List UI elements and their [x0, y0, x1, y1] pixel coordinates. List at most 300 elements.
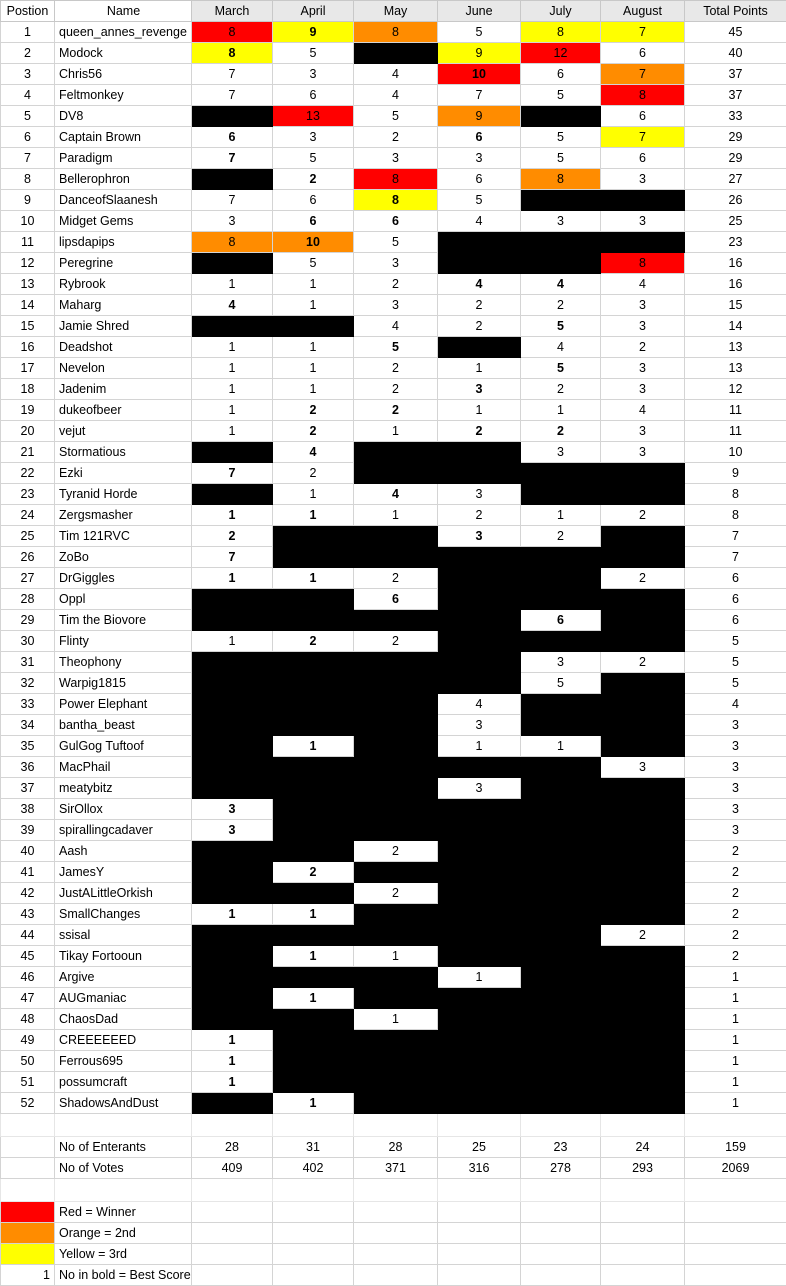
- score-cell[interactable]: 3: [192, 820, 273, 841]
- player-name-cell[interactable]: ZoBo: [55, 547, 192, 568]
- score-cell[interactable]: 3: [601, 316, 685, 337]
- score-cell[interactable]: [521, 631, 601, 652]
- score-cell[interactable]: 2: [273, 463, 354, 484]
- empty-cell[interactable]: [438, 1114, 521, 1137]
- score-cell[interactable]: 3: [521, 442, 601, 463]
- empty-cell[interactable]: [601, 1244, 685, 1265]
- score-cell[interactable]: [601, 715, 685, 736]
- score-cell[interactable]: 4: [354, 316, 438, 337]
- score-cell[interactable]: [521, 820, 601, 841]
- legend-winner-label[interactable]: Red = Winner: [55, 1202, 192, 1223]
- score-cell[interactable]: 1: [438, 400, 521, 421]
- score-cell[interactable]: 2: [354, 274, 438, 295]
- score-cell[interactable]: [273, 841, 354, 862]
- score-cell[interactable]: [273, 694, 354, 715]
- score-cell[interactable]: 9: [273, 22, 354, 43]
- empty-cell[interactable]: [1, 1179, 55, 1202]
- position-cell[interactable]: 42: [1, 883, 55, 904]
- empty-cell[interactable]: [273, 1202, 354, 1223]
- score-cell[interactable]: 1: [192, 1030, 273, 1051]
- position-cell[interactable]: 29: [1, 610, 55, 631]
- position-cell[interactable]: 24: [1, 505, 55, 526]
- score-cell[interactable]: [601, 610, 685, 631]
- score-cell[interactable]: 1: [192, 1072, 273, 1093]
- position-cell[interactable]: 7: [1, 148, 55, 169]
- score-cell[interactable]: [354, 652, 438, 673]
- score-cell[interactable]: [354, 820, 438, 841]
- score-cell[interactable]: 6: [354, 589, 438, 610]
- score-cell[interactable]: [521, 1093, 601, 1114]
- score-cell[interactable]: 1: [273, 1093, 354, 1114]
- player-name-cell[interactable]: Nevelon: [55, 358, 192, 379]
- player-name-cell[interactable]: Feltmonkey: [55, 85, 192, 106]
- score-cell[interactable]: 3: [273, 64, 354, 85]
- score-cell[interactable]: 1: [273, 337, 354, 358]
- score-cell[interactable]: 7: [192, 64, 273, 85]
- header-month-may[interactable]: May: [354, 1, 438, 22]
- score-cell[interactable]: [601, 1051, 685, 1072]
- position-cell[interactable]: 6: [1, 127, 55, 148]
- player-name-cell[interactable]: Jamie Shred: [55, 316, 192, 337]
- score-cell[interactable]: 3: [438, 379, 521, 400]
- score-cell[interactable]: 2: [438, 295, 521, 316]
- stats-value[interactable]: 23: [521, 1137, 601, 1158]
- score-cell[interactable]: 2: [601, 568, 685, 589]
- score-cell[interactable]: [438, 841, 521, 862]
- score-cell[interactable]: 7: [192, 547, 273, 568]
- score-cell[interactable]: 6: [438, 127, 521, 148]
- empty-cell[interactable]: [354, 1202, 438, 1223]
- score-cell[interactable]: [273, 589, 354, 610]
- score-cell[interactable]: 3: [438, 484, 521, 505]
- score-cell[interactable]: 5: [273, 43, 354, 64]
- position-cell[interactable]: 10: [1, 211, 55, 232]
- score-cell[interactable]: 3: [521, 652, 601, 673]
- score-cell[interactable]: [438, 589, 521, 610]
- stats-value[interactable]: 28: [192, 1137, 273, 1158]
- legend-color-swatch[interactable]: [1, 1223, 55, 1244]
- score-cell[interactable]: 5: [521, 127, 601, 148]
- score-cell[interactable]: [521, 988, 601, 1009]
- score-cell[interactable]: [521, 190, 601, 211]
- score-cell[interactable]: [438, 631, 521, 652]
- player-name-cell[interactable]: AUGmaniac: [55, 988, 192, 1009]
- score-cell[interactable]: 2: [521, 295, 601, 316]
- score-cell[interactable]: [438, 1009, 521, 1030]
- position-cell[interactable]: 12: [1, 253, 55, 274]
- score-cell[interactable]: [192, 841, 273, 862]
- position-cell[interactable]: 21: [1, 442, 55, 463]
- score-cell[interactable]: 4: [438, 694, 521, 715]
- empty-cell[interactable]: [1, 1114, 55, 1137]
- total-points-cell[interactable]: 3: [685, 820, 786, 841]
- score-cell[interactable]: 3: [438, 778, 521, 799]
- score-cell[interactable]: [601, 904, 685, 925]
- score-cell[interactable]: [601, 631, 685, 652]
- score-cell[interactable]: [438, 925, 521, 946]
- score-cell[interactable]: [601, 1093, 685, 1114]
- legend-third-label[interactable]: Yellow = 3rd: [55, 1244, 192, 1265]
- header-position[interactable]: Postion: [1, 1, 55, 22]
- score-cell[interactable]: 2: [273, 862, 354, 883]
- score-cell[interactable]: 4: [354, 64, 438, 85]
- score-cell[interactable]: [354, 610, 438, 631]
- score-cell[interactable]: [521, 904, 601, 925]
- score-cell[interactable]: [192, 967, 273, 988]
- score-cell[interactable]: [601, 232, 685, 253]
- score-cell[interactable]: 6: [192, 127, 273, 148]
- header-month-june[interactable]: June: [438, 1, 521, 22]
- score-cell[interactable]: 1: [192, 379, 273, 400]
- score-cell[interactable]: [438, 337, 521, 358]
- score-cell[interactable]: 1: [438, 967, 521, 988]
- score-cell[interactable]: 4: [192, 295, 273, 316]
- total-points-cell[interactable]: 2: [685, 904, 786, 925]
- score-cell[interactable]: 1: [192, 1051, 273, 1072]
- score-cell[interactable]: 6: [354, 211, 438, 232]
- score-cell[interactable]: [521, 484, 601, 505]
- score-cell[interactable]: [192, 316, 273, 337]
- score-cell[interactable]: [354, 463, 438, 484]
- score-cell[interactable]: 2: [273, 169, 354, 190]
- score-cell[interactable]: [273, 316, 354, 337]
- player-name-cell[interactable]: ssisal: [55, 925, 192, 946]
- score-cell[interactable]: [192, 673, 273, 694]
- score-cell[interactable]: [273, 526, 354, 547]
- score-cell[interactable]: 2: [273, 421, 354, 442]
- total-points-cell[interactable]: 6: [685, 610, 786, 631]
- score-cell[interactable]: [521, 1051, 601, 1072]
- position-cell[interactable]: 25: [1, 526, 55, 547]
- score-cell[interactable]: 1: [192, 421, 273, 442]
- total-points-cell[interactable]: 8: [685, 484, 786, 505]
- score-cell[interactable]: [192, 883, 273, 904]
- legend-second-label[interactable]: Orange = 2nd: [55, 1223, 192, 1244]
- score-cell[interactable]: 5: [521, 673, 601, 694]
- score-cell[interactable]: [521, 946, 601, 967]
- total-points-cell[interactable]: 1: [685, 1009, 786, 1030]
- total-points-cell[interactable]: 1: [685, 1072, 786, 1093]
- score-cell[interactable]: 8: [354, 22, 438, 43]
- score-cell[interactable]: 5: [521, 148, 601, 169]
- score-cell[interactable]: [192, 169, 273, 190]
- empty-cell[interactable]: [521, 1202, 601, 1223]
- position-cell[interactable]: 1: [1, 22, 55, 43]
- position-cell[interactable]: 4: [1, 85, 55, 106]
- player-name-cell[interactable]: Captain Brown: [55, 127, 192, 148]
- total-points-cell[interactable]: 29: [685, 148, 786, 169]
- player-name-cell[interactable]: Jadenim: [55, 379, 192, 400]
- legend-color-swatch[interactable]: [1, 1244, 55, 1265]
- score-cell[interactable]: [273, 1051, 354, 1072]
- score-cell[interactable]: [521, 463, 601, 484]
- player-name-cell[interactable]: Midget Gems: [55, 211, 192, 232]
- score-cell[interactable]: 3: [192, 799, 273, 820]
- score-cell[interactable]: [192, 484, 273, 505]
- empty-cell[interactable]: [521, 1265, 601, 1286]
- score-cell[interactable]: 7: [192, 85, 273, 106]
- score-cell[interactable]: [521, 862, 601, 883]
- score-cell[interactable]: [192, 715, 273, 736]
- position-cell[interactable]: 2: [1, 43, 55, 64]
- score-cell[interactable]: 2: [521, 526, 601, 547]
- position-cell[interactable]: 20: [1, 421, 55, 442]
- position-cell[interactable]: 17: [1, 358, 55, 379]
- position-cell[interactable]: 37: [1, 778, 55, 799]
- score-cell[interactable]: [273, 547, 354, 568]
- score-cell[interactable]: 1: [273, 295, 354, 316]
- score-cell[interactable]: 6: [273, 85, 354, 106]
- score-cell[interactable]: [438, 610, 521, 631]
- position-cell[interactable]: 47: [1, 988, 55, 1009]
- score-cell[interactable]: [521, 106, 601, 127]
- score-cell[interactable]: [354, 547, 438, 568]
- score-cell[interactable]: [438, 862, 521, 883]
- score-cell[interactable]: 2: [354, 568, 438, 589]
- score-cell[interactable]: [438, 547, 521, 568]
- total-points-cell[interactable]: 3: [685, 778, 786, 799]
- total-points-cell[interactable]: 5: [685, 652, 786, 673]
- score-cell[interactable]: [273, 757, 354, 778]
- score-cell[interactable]: [192, 106, 273, 127]
- position-cell[interactable]: 27: [1, 568, 55, 589]
- score-cell[interactable]: [354, 799, 438, 820]
- score-cell[interactable]: 2: [192, 526, 273, 547]
- score-cell[interactable]: 1: [354, 946, 438, 967]
- player-name-cell[interactable]: Chris56: [55, 64, 192, 85]
- position-cell[interactable]: 22: [1, 463, 55, 484]
- player-name-cell[interactable]: SmallChanges: [55, 904, 192, 925]
- score-cell[interactable]: 1: [273, 988, 354, 1009]
- score-cell[interactable]: 1: [192, 505, 273, 526]
- score-cell[interactable]: [601, 1009, 685, 1030]
- score-cell[interactable]: 2: [438, 421, 521, 442]
- score-cell[interactable]: 9: [438, 106, 521, 127]
- score-cell[interactable]: 4: [601, 400, 685, 421]
- score-cell[interactable]: 3: [601, 757, 685, 778]
- score-cell[interactable]: [192, 925, 273, 946]
- score-cell[interactable]: 7: [192, 463, 273, 484]
- score-cell[interactable]: 4: [521, 274, 601, 295]
- score-cell[interactable]: 2: [354, 400, 438, 421]
- score-cell[interactable]: 12: [521, 43, 601, 64]
- score-cell[interactable]: 1: [273, 904, 354, 925]
- position-cell[interactable]: 3: [1, 64, 55, 85]
- score-cell[interactable]: 7: [601, 22, 685, 43]
- score-cell[interactable]: [273, 820, 354, 841]
- total-points-cell[interactable]: 2: [685, 946, 786, 967]
- stats-value[interactable]: 402: [273, 1158, 354, 1179]
- score-cell[interactable]: 2: [354, 379, 438, 400]
- score-cell[interactable]: [521, 799, 601, 820]
- score-cell[interactable]: [273, 799, 354, 820]
- player-name-cell[interactable]: Deadshot: [55, 337, 192, 358]
- score-cell[interactable]: 1: [192, 400, 273, 421]
- score-cell[interactable]: 3: [601, 379, 685, 400]
- empty-cell[interactable]: [354, 1265, 438, 1286]
- total-points-cell[interactable]: 2: [685, 883, 786, 904]
- stats-value[interactable]: 31: [273, 1137, 354, 1158]
- player-name-cell[interactable]: ShadowsAndDust: [55, 1093, 192, 1114]
- score-cell[interactable]: 1: [438, 358, 521, 379]
- score-cell[interactable]: 5: [354, 106, 438, 127]
- total-points-cell[interactable]: 16: [685, 274, 786, 295]
- empty-cell[interactable]: [354, 1223, 438, 1244]
- score-cell[interactable]: [354, 694, 438, 715]
- player-name-cell[interactable]: bantha_beast: [55, 715, 192, 736]
- score-cell[interactable]: 1: [354, 421, 438, 442]
- score-cell[interactable]: [521, 967, 601, 988]
- empty-cell[interactable]: [354, 1244, 438, 1265]
- score-cell[interactable]: [521, 778, 601, 799]
- score-cell[interactable]: [601, 547, 685, 568]
- total-points-cell[interactable]: 2: [685, 925, 786, 946]
- empty-cell[interactable]: [685, 1179, 786, 1202]
- score-cell[interactable]: 4: [521, 337, 601, 358]
- score-cell[interactable]: 1: [521, 736, 601, 757]
- score-cell[interactable]: [601, 673, 685, 694]
- score-cell[interactable]: 2: [521, 379, 601, 400]
- empty-cell[interactable]: [521, 1244, 601, 1265]
- score-cell[interactable]: [438, 1072, 521, 1093]
- empty-cell[interactable]: [601, 1114, 685, 1137]
- stats-value[interactable]: 293: [601, 1158, 685, 1179]
- score-cell[interactable]: [192, 610, 273, 631]
- score-cell[interactable]: [438, 652, 521, 673]
- empty-cell[interactable]: [438, 1202, 521, 1223]
- score-cell[interactable]: 2: [601, 652, 685, 673]
- score-cell[interactable]: 2: [438, 505, 521, 526]
- score-cell[interactable]: 1: [192, 568, 273, 589]
- score-cell[interactable]: 10: [273, 232, 354, 253]
- stats-label[interactable]: No of Votes: [55, 1158, 192, 1179]
- total-points-cell[interactable]: 10: [685, 442, 786, 463]
- score-cell[interactable]: [601, 190, 685, 211]
- score-cell[interactable]: 3: [438, 526, 521, 547]
- score-cell[interactable]: 7: [192, 148, 273, 169]
- score-cell[interactable]: 8: [192, 43, 273, 64]
- header-month-august[interactable]: August: [601, 1, 685, 22]
- score-cell[interactable]: 4: [438, 274, 521, 295]
- score-cell[interactable]: 8: [354, 169, 438, 190]
- player-name-cell[interactable]: JamesY: [55, 862, 192, 883]
- score-cell[interactable]: [521, 568, 601, 589]
- empty-cell[interactable]: [55, 1179, 192, 1202]
- total-points-cell[interactable]: 2: [685, 862, 786, 883]
- score-cell[interactable]: 5: [354, 337, 438, 358]
- score-cell[interactable]: [192, 1093, 273, 1114]
- score-cell[interactable]: 3: [273, 127, 354, 148]
- score-cell[interactable]: [273, 1009, 354, 1030]
- score-cell[interactable]: [438, 799, 521, 820]
- header-month-july[interactable]: July: [521, 1, 601, 22]
- score-cell[interactable]: 5: [354, 232, 438, 253]
- stats-value[interactable]: 316: [438, 1158, 521, 1179]
- score-cell[interactable]: 6: [601, 148, 685, 169]
- header-month-april[interactable]: April: [273, 1, 354, 22]
- stats-value[interactable]: 24: [601, 1137, 685, 1158]
- score-cell[interactable]: [273, 883, 354, 904]
- position-cell[interactable]: 48: [1, 1009, 55, 1030]
- score-cell[interactable]: [601, 841, 685, 862]
- score-cell[interactable]: 2: [601, 505, 685, 526]
- score-cell[interactable]: 1: [354, 505, 438, 526]
- score-cell[interactable]: 3: [521, 211, 601, 232]
- score-cell[interactable]: [354, 988, 438, 1009]
- score-cell[interactable]: [438, 988, 521, 1009]
- score-cell[interactable]: [438, 232, 521, 253]
- empty-cell[interactable]: [273, 1114, 354, 1137]
- score-cell[interactable]: [354, 1072, 438, 1093]
- score-cell[interactable]: 5: [273, 148, 354, 169]
- score-cell[interactable]: [192, 1009, 273, 1030]
- score-cell[interactable]: 3: [192, 211, 273, 232]
- player-name-cell[interactable]: meatybitz: [55, 778, 192, 799]
- player-name-cell[interactable]: Stormatious: [55, 442, 192, 463]
- score-cell[interactable]: [273, 925, 354, 946]
- position-cell[interactable]: 45: [1, 946, 55, 967]
- score-cell[interactable]: [438, 568, 521, 589]
- player-name-cell[interactable]: Oppl: [55, 589, 192, 610]
- total-points-cell[interactable]: 1: [685, 988, 786, 1009]
- score-cell[interactable]: 3: [601, 211, 685, 232]
- player-name-cell[interactable]: possumcraft: [55, 1072, 192, 1093]
- player-name-cell[interactable]: SirOllox: [55, 799, 192, 820]
- empty-cell[interactable]: [273, 1244, 354, 1265]
- player-name-cell[interactable]: DanceofSlaanesh: [55, 190, 192, 211]
- player-name-cell[interactable]: dukeofbeer: [55, 400, 192, 421]
- stats-total[interactable]: 2069: [685, 1158, 786, 1179]
- score-cell[interactable]: 1: [273, 568, 354, 589]
- position-cell[interactable]: 30: [1, 631, 55, 652]
- player-name-cell[interactable]: Tim 121RVC: [55, 526, 192, 547]
- score-cell[interactable]: [192, 253, 273, 274]
- total-points-cell[interactable]: 25: [685, 211, 786, 232]
- score-cell[interactable]: 1: [192, 337, 273, 358]
- score-cell[interactable]: 1: [273, 484, 354, 505]
- score-cell[interactable]: 4: [273, 442, 354, 463]
- player-name-cell[interactable]: JustALittleOrkish: [55, 883, 192, 904]
- score-cell[interactable]: 4: [354, 85, 438, 106]
- score-cell[interactable]: [521, 547, 601, 568]
- score-cell[interactable]: [521, 883, 601, 904]
- score-cell[interactable]: [273, 673, 354, 694]
- score-cell[interactable]: 6: [273, 190, 354, 211]
- score-cell[interactable]: [521, 1072, 601, 1093]
- legend-color-swatch[interactable]: [1, 1202, 55, 1223]
- score-cell[interactable]: 1: [192, 274, 273, 295]
- score-cell[interactable]: 10: [438, 64, 521, 85]
- header-name[interactable]: Name: [55, 1, 192, 22]
- player-name-cell[interactable]: lipsdapips: [55, 232, 192, 253]
- score-cell[interactable]: 6: [273, 211, 354, 232]
- empty-cell[interactable]: [438, 1223, 521, 1244]
- total-points-cell[interactable]: 13: [685, 337, 786, 358]
- player-name-cell[interactable]: Bellerophron: [55, 169, 192, 190]
- empty-cell[interactable]: [521, 1179, 601, 1202]
- score-cell[interactable]: [354, 736, 438, 757]
- score-cell[interactable]: [354, 673, 438, 694]
- stats-value[interactable]: 278: [521, 1158, 601, 1179]
- position-cell[interactable]: 8: [1, 169, 55, 190]
- position-cell[interactable]: 26: [1, 547, 55, 568]
- score-cell[interactable]: [438, 820, 521, 841]
- stats-value[interactable]: 25: [438, 1137, 521, 1158]
- score-cell[interactable]: [521, 1009, 601, 1030]
- total-points-cell[interactable]: 5: [685, 631, 786, 652]
- player-name-cell[interactable]: spirallingcadaver: [55, 820, 192, 841]
- score-cell[interactable]: [601, 1072, 685, 1093]
